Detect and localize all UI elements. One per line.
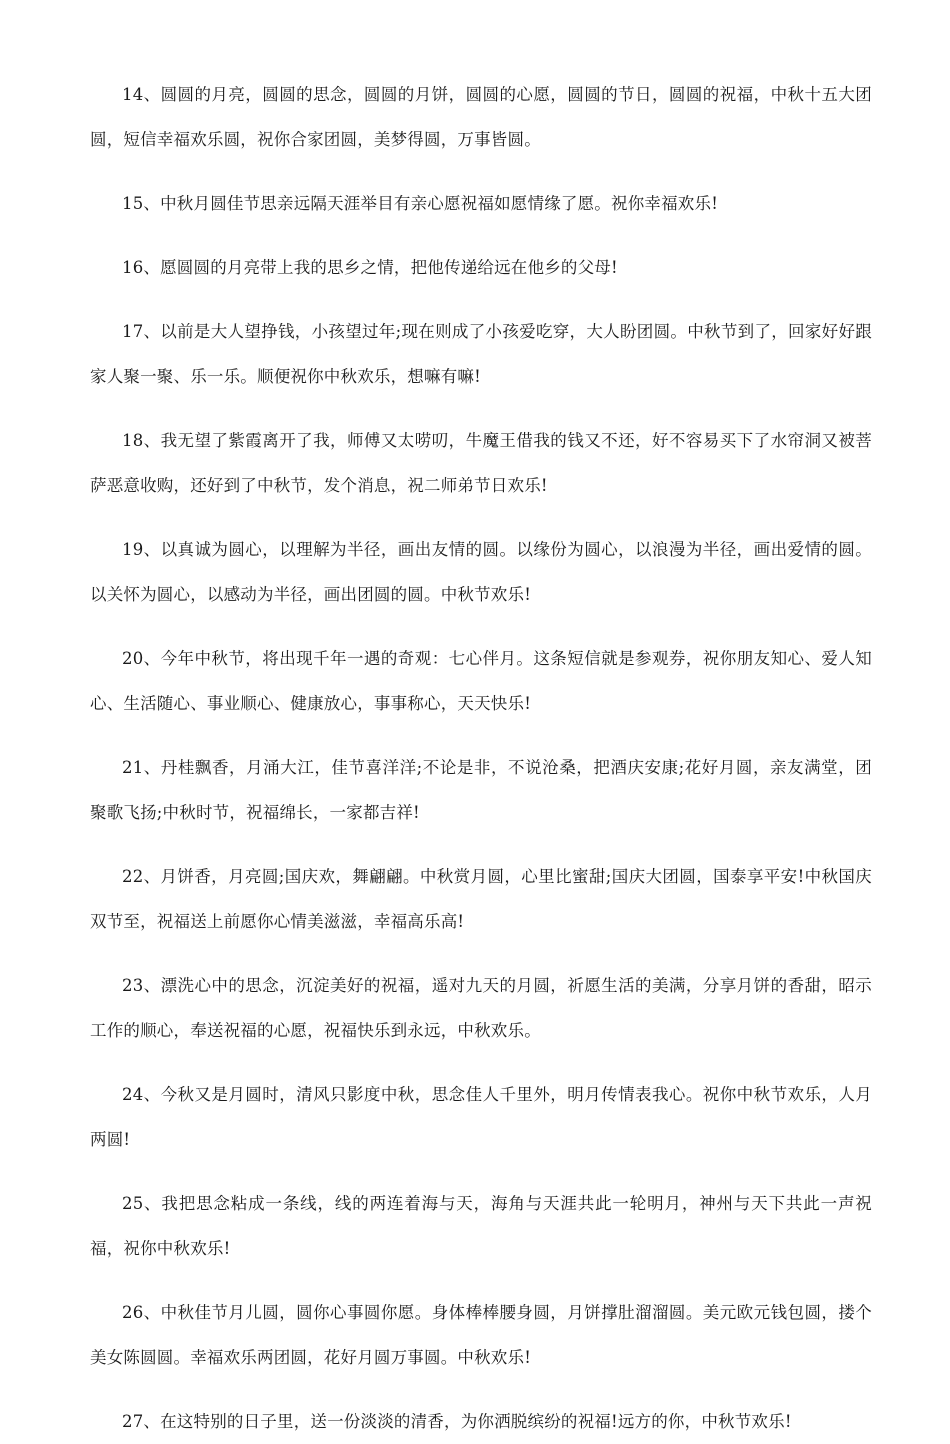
paragraph-25: 25、我把思念粘成一条线，线的两连着海与天，海角与天涯共此一轮明月，神州与天下共此一声祝福，祝你中秋欢乐! (90, 1194, 872, 1258)
paragraph-23: 23、漂洗心中的思念，沉淀美好的祝福，遥对九天的月圆，祈愿生活的美满，分享月饼的香甜，昭示工作的顺心，奉送祝福的心愿，祝福快乐到永远，中秋欢乐。 (90, 976, 872, 1040)
paragraph-22: 22、月饼香，月亮圆;国庆欢，舞翩翩。中秋赏月圆，心里比蜜甜;国庆大团圆，国泰享平安!中秋国庆双节至，祝福送上前愿你心情美滋滋，幸福高乐高! (90, 867, 872, 931)
paragraph-27: 27、在这特别的日子里，送一份淡淡的清香，为你洒脱缤纷的祝福!远方的你，中秋节欢乐! (122, 1412, 792, 1431)
paragraph-21: 21、丹桂飘香，月涌大江，佳节喜洋洋;不论是非，不说沧桑，把酒庆安康;花好月圆，亲友满堂，团聚歌飞扬;中秋时节，祝福绵长，一家都吉祥! (90, 758, 872, 822)
document-body (90, 72, 872, 1444)
paragraph-17: 17、以前是大人望挣钱，小孩望过年;现在则成了小孩爱吃穿，大人盼团圆。中秋节到了，回家好好跟家人聚一聚、乐一乐。顺便祝你中秋欢乐，想嘛有嘛! (90, 322, 872, 386)
paragraph-15: 15、中秋月圆佳节思亲远隔天涯举目有亲心愿祝福如愿情缘了愿。祝你幸福欢乐! (122, 194, 719, 213)
paragraph-24: 24、今秋又是月圆时，清风只影度中秋，思念佳人千里外，明月传情表我心。祝你中秋节欢乐，人月两圆! (90, 1085, 872, 1149)
paragraph-14: 14、圆圆的月亮，圆圆的思念，圆圆的月饼，圆圆的心愿，圆圆的节日，圆圆的祝福，中秋十五大团圆，短信幸福欢乐圆，祝你合家团圆，美梦得圆，万事皆圆。 (90, 85, 872, 149)
paragraph-26: 26、中秋佳节月儿圆，圆你心事圆你愿。身体棒棒腰身圆，月饼撑肚溜溜圆。美元欧元钱包圆，搂个美女陈圆圆。幸福欢乐两团圆，花好月圆万事圆。中秋欢乐! (90, 1303, 872, 1367)
paragraph-16: 16、愿圆圆的月亮带上我的思乡之情，把他传递给远在他乡的父母! (122, 258, 618, 277)
paragraph-20: 20、今年中秋节，将出现千年一遇的奇观：七心伴月。这条短信就是参观券，祝你朋友知心、爱人知心、生活随心、事业顺心、健康放心，事事称心，天天快乐! (90, 649, 872, 713)
paragraph-19: 19、以真诚为圆心，以理解为半径，画出友情的圆。以缘份为圆心，以浪漫为半径，画出爱情的圆。以关怀为圆心，以感动为半径，画出团圆的圆。中秋节欢乐! (90, 540, 872, 604)
paragraph-18: 18、我无望了紫霞离开了我，师傅又太唠叨，牛魔王借我的钱又不还，好不容易买下了水帘洞又被菩萨恶意收购，还好到了中秋节，发个消息，祝二师弟节日欢乐! (90, 431, 872, 495)
